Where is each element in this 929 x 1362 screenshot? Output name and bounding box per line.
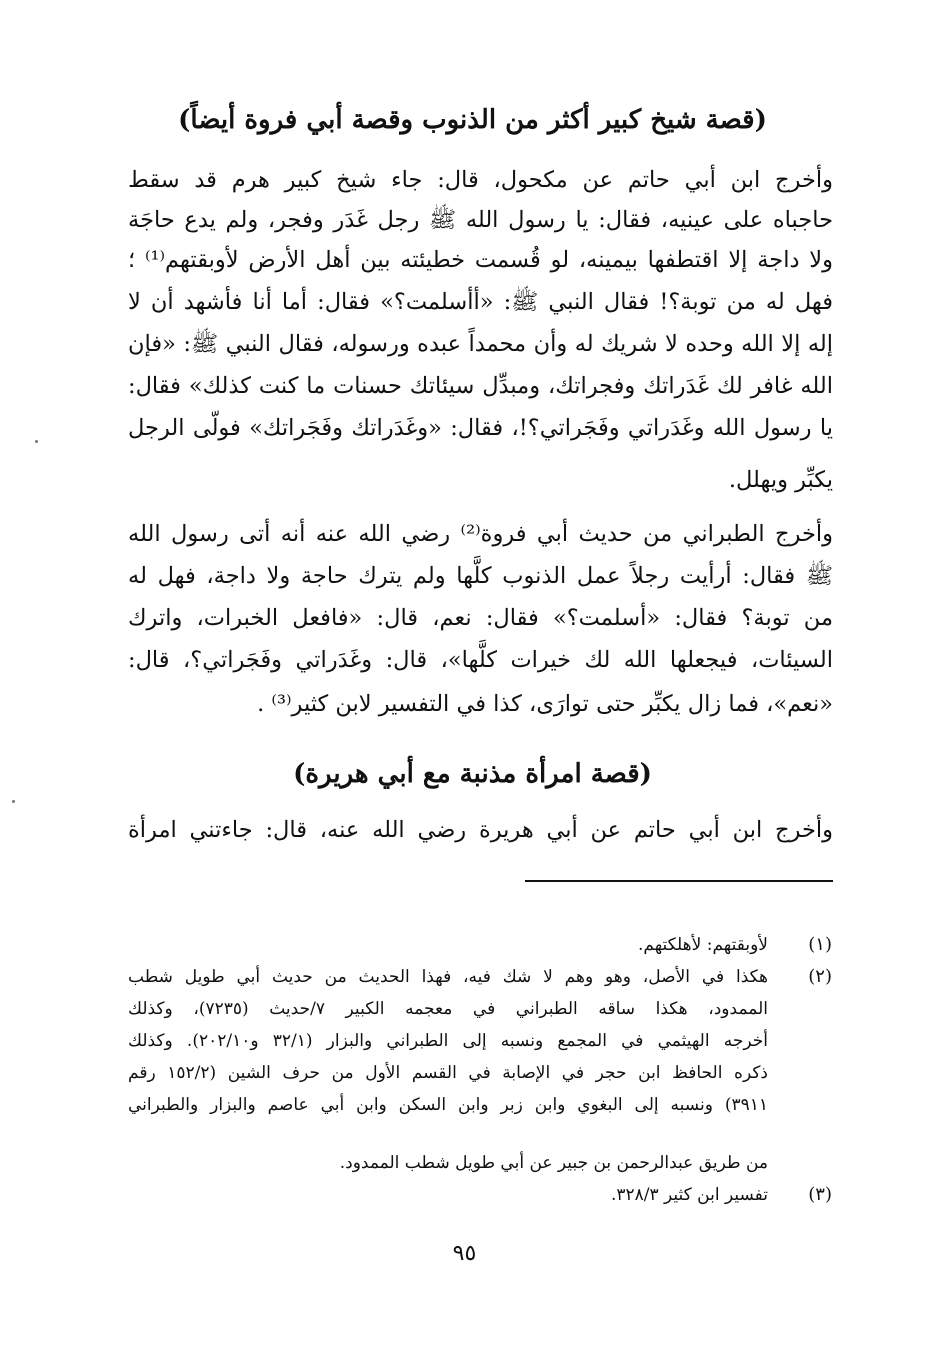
footnote-number: (٢) xyxy=(808,966,832,987)
text-line: فهل له من توبة؟! فقال النبي ﷺ: «أأسلمت؟» فقال: أما أنا فأشهد أن لا xyxy=(128,289,833,315)
section-heading-old-man: (قصة شيخ كبير أكثر من الذنوب وقصة أبي فروة أيضاً) xyxy=(178,105,767,135)
text-line: وأخرج ابن أبي حاتم عن أبي هريرة رضي الله عنه، قال: جاءتني امرأة xyxy=(128,817,833,843)
text-line: يا رسول الله وغَدَراتي وفَجَراتي؟!، فقال: «وغَدَراتك وفَجَراتك» فولّى الرجل xyxy=(128,415,833,441)
text-line: الله غافر لك غَدَراتك وفجراتك، ومبدِّل سيئاتك حسنات ما كنت كذلك» فقال: xyxy=(128,373,833,399)
footnote-number: (٣) xyxy=(808,1184,832,1205)
footnote-line: ٣٩١١) ونسبه إلى البغوي وابن زبر وابن السكن وابن أبي عاصم والبزار والطبراني xyxy=(128,1095,768,1115)
footnote-separator xyxy=(525,880,833,882)
text-line: ولا داجة إلا اقتطفها بيمينه، لو قُسمت خطيئته بين أهل الأرض لأوبقتهم⁽¹⁾ ؛ xyxy=(128,247,833,273)
footnote-line: تفسير ابن كثير ٣٢٨/٣. xyxy=(610,1185,768,1205)
scan-speck xyxy=(35,440,38,443)
text-line: إله إلا الله وحده لا شريك له وأن محمداً عبده ورسوله، فقال النبي ﷺ: «فإن xyxy=(128,331,833,357)
page-number: ٩٥ xyxy=(452,1241,477,1266)
text-line: يكبِّر ويهلل. xyxy=(728,467,833,493)
footnote-line: من طريق عبدالرحمن بن جبير عن أبي طويل شطب الممدود. xyxy=(339,1153,768,1173)
text-line: وأخرج الطبراني من حديث أبي فروة⁽²⁾ رضي الله عنه أنه أتى رسول الله xyxy=(128,521,833,547)
footnote-line: الممدود، هكذا ساقه الطبراني في معجمه الكبير ٧/حديث (٧٢٣٥)، وكذلك xyxy=(128,999,768,1019)
footnote-line: هكذا في الأصل، وهو وهم لا شك فيه، فهذا الحديث من حديث أبي طويل شطب xyxy=(128,967,768,987)
text-line: حاجباه على عينيه، فقال: يا رسول الله ﷺ رجل غَدَر وفجر، ولم يدع حاجَة xyxy=(128,207,833,233)
text-line: من توبة؟ فقال: «أسلمت؟» فقال: نعم، قال: «فافعل الخبرات، واترك xyxy=(128,605,833,631)
text-line: ﷺ فقال: أرأيت رجلاً عمل الذنوب كلَّها ولم يترك حاجة ولا داجة، فهل له xyxy=(128,563,833,589)
text-line: وأخرج ابن أبي حاتم عن مكحول، قال: جاء شيخ كبير هرم قد سقط xyxy=(128,167,833,193)
footnote-number: (١) xyxy=(808,934,832,955)
section-heading-sinful-woman: (قصة امرأة مذنبة مع أبي هريرة) xyxy=(293,759,652,789)
text-line: السيئات، فيجعلها الله لك خيرات كلَّها»، قال: وغَدَراتي وفَجَراتي؟، قال: xyxy=(128,647,833,673)
footnote-line: أخرجه الهيثمي في المجمع ونسبه إلى الطبراني والبزار (٣٢/١ و٢٠٢/١٠). وكذلك xyxy=(128,1031,768,1051)
footnote-line: لأوبقتهم: لأهلكتهم. xyxy=(637,935,768,955)
scan-speck xyxy=(12,800,15,803)
footnote-line: ذكره الحافظ ابن حجر في الإصابة في القسم الأول من حرف الشين (١٥٢/٢ رقم xyxy=(128,1063,768,1083)
text-line: «نعم»، فما زال يكبِّر حتى توارَى، كذا في التفسير لابن كثير⁽³⁾ . xyxy=(257,691,833,717)
